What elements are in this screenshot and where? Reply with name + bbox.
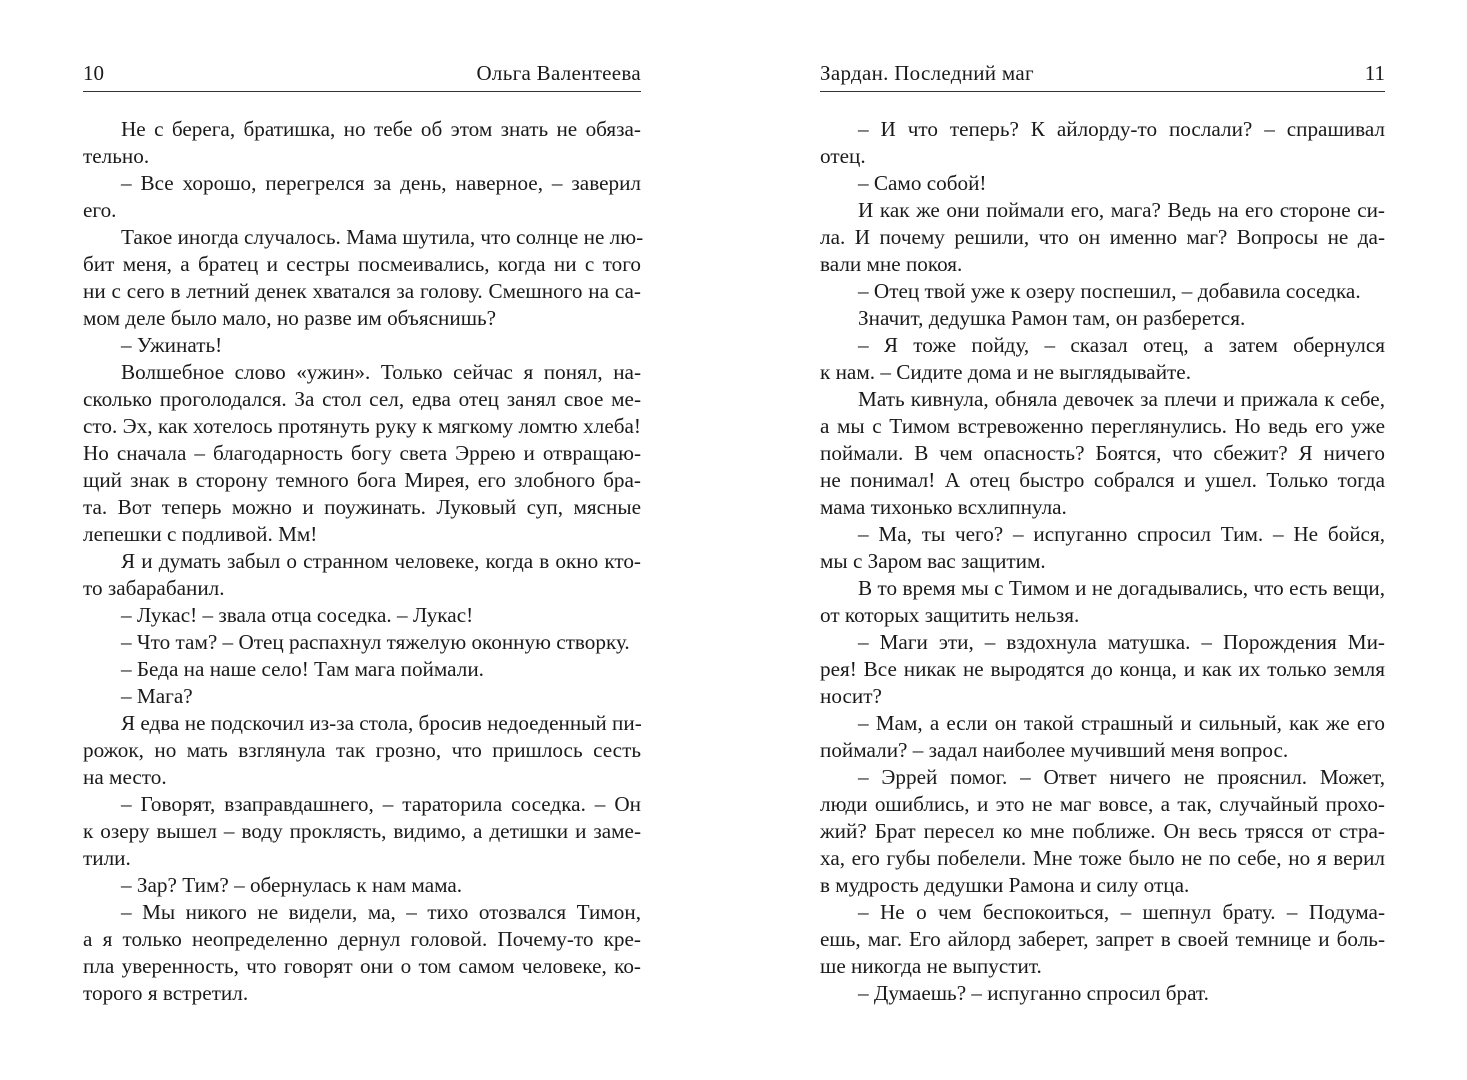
text-line: а я только неопределенно дернул головой. Почему-то кре- xyxy=(83,927,641,951)
text-line: – Маги эти, – вздохнула матушка. – Порождения Ми- xyxy=(858,630,1385,654)
text-line: не понимал! А отец быстро собрался и ушел. Только тогда xyxy=(820,468,1385,492)
text-line: к нам. – Сидите дома и не выглядывайте. xyxy=(820,360,1191,384)
text-line: Значит, дедушка Рамон там, он разберется. xyxy=(858,306,1246,330)
page-number: 10 xyxy=(83,61,104,85)
text-line: – Мы никого не видели, ма, – тихо отозвался Тимон, xyxy=(121,900,641,924)
text-line: поймали? – задал наиболее мучивший меня вопрос. xyxy=(820,738,1289,762)
text-line: тили. xyxy=(83,846,131,870)
text-line: – Говорят, взаправдашнего, – тараторила соседка. – Он xyxy=(121,792,641,816)
text-line: ше никогда не выпустит. xyxy=(820,954,1042,978)
text-line: лепешки с подливой. Мм! xyxy=(83,522,318,546)
text-line: – Я тоже пойду, – сказал отец, а затем обернулся xyxy=(858,333,1385,357)
text-line: отец. xyxy=(820,144,866,168)
text-line: ни с сего в летний денек хватался за голову. Смешного на са- xyxy=(83,279,641,303)
text-line: Я едва не подскочил из-за стола, бросив недоеденный пи- xyxy=(121,711,642,735)
text-line: люди ошиблись, и это не маг вовсе, а так, случайный прохо- xyxy=(820,792,1385,816)
right-running-head xyxy=(820,58,1385,88)
text-line: ха, его губы побелели. Мне тоже было не по себе, но я верил xyxy=(820,846,1385,870)
text-line: вали мне покоя. xyxy=(820,252,963,276)
text-line: И как же они поймали его, мага? Ведь на его стороне си- xyxy=(858,198,1385,222)
text-line: Такое иногда случалось. Мама шутила, что солнце не лю- xyxy=(121,225,644,249)
text-line: – Ма, ты чего? – испуганно спросил Тим. – Не бойся, xyxy=(858,522,1385,546)
text-line: рожок, но мать взглянула так грозно, что пришлось сесть xyxy=(83,738,641,762)
left-page xyxy=(83,0,644,1080)
book-title: Зардан. Последний маг xyxy=(820,61,1034,85)
text-line: ешь, маг. Его айлорд заберет, запрет в своей темнице и боль- xyxy=(820,927,1385,951)
text-line: щий знак в сторону темного бога Мирея, его злобного бра- xyxy=(83,468,641,492)
text-line: мама тихонько всхлипнула. xyxy=(820,495,1067,519)
right-page xyxy=(820,0,1385,1080)
text-line: – Ужинать! xyxy=(121,333,223,357)
text-line: – И что теперь? К айлорду-то послали? – спрашивал xyxy=(858,117,1385,141)
text-line: В то время мы с Тимом и не догадывались, что есть вещи, xyxy=(858,576,1385,600)
text-line: – Беда на наше село! Там мага поймали. xyxy=(121,657,484,681)
left-page-text xyxy=(83,116,644,1007)
page-number: 11 xyxy=(1364,61,1385,85)
text-line: ла. И почему решили, что он именно маг? Вопросы не да- xyxy=(820,225,1385,249)
text-line: мом деле было мало, но разве им объяснишь? xyxy=(83,306,497,330)
header-rule xyxy=(83,91,641,92)
text-line: Я и думать забыл о странном человеке, когда в окно кто- xyxy=(121,549,641,573)
text-line: бит меня, а братец и сестры посмеивались, когда ни с того xyxy=(83,252,641,276)
text-line: – Лукас! – звала отца соседка. – Лукас! xyxy=(121,603,474,627)
text-line: на место. xyxy=(83,765,167,789)
text-line: Но сначала – благодарность богу света Эррею и отвращаю- xyxy=(83,441,641,465)
header-rule xyxy=(820,91,1385,92)
left-running-head xyxy=(83,58,641,88)
text-line: сколько проголодался. За стол сел, едва отец занял свое ме- xyxy=(83,387,641,411)
text-line: от которых защитить нельзя. xyxy=(820,603,1080,627)
text-line: носит? xyxy=(820,684,882,708)
text-line: – Мам, а если он такой страшный и сильный, как же его xyxy=(858,711,1385,735)
text-line: пла уверенность, что говорят они о том самом человеке, ко- xyxy=(83,954,641,978)
text-line: поймали. В чем опасность? Боятся, что сбежит? Я ничего xyxy=(820,441,1385,465)
text-line: сто. Эх, как хотелось протянуть руку к мягкому ломтю хлеба! xyxy=(83,414,641,438)
text-line: жий? Брат пересел ко мне поближе. Он весь трясся от стра- xyxy=(820,819,1385,843)
right-page-text xyxy=(820,116,1385,1007)
text-line: рея! Все никак не выродятся до конца, и как их только земля xyxy=(820,657,1385,681)
text-line: – Зар? Тим? – обернулась к нам мама. xyxy=(121,873,463,897)
text-line: торого я встретил. xyxy=(83,981,249,1005)
text-line: Волшебное слово «ужин». Только сейчас я понял, на- xyxy=(121,360,641,384)
text-line: а мы с Тимом встревоженно переглянулись. Но ведь его уже xyxy=(820,414,1385,438)
text-line: в мудрость дедушки Рамона и силу отца. xyxy=(820,873,1190,897)
text-line: то забарабанил. xyxy=(83,576,225,600)
text-line: – Не о чем беспокоиться, – шепнул брату. – Подума- xyxy=(858,900,1385,924)
text-line: – Отец твой уже к озеру поспешил, – добавила соседка. xyxy=(858,279,1361,303)
text-line: – Само собой! xyxy=(858,171,987,195)
author-name: Ольга Валентеева xyxy=(476,61,641,85)
text-line: – Все хорошо, перегрелся за день, наверное, – заверил xyxy=(121,171,641,195)
text-line: его. xyxy=(83,198,117,222)
text-line: Не с берега, братишка, но тебе об этом знать не обяза- xyxy=(121,117,641,141)
text-line: Мать кивнула, обняла девочек за плечи и прижала к себе, xyxy=(858,387,1385,411)
text-line: – Что там? – Отец распахнул тяжелую оконную створку. xyxy=(121,630,630,654)
text-line: мы с Заром вас защитим. xyxy=(820,549,1046,573)
text-line: – Мага? xyxy=(121,684,193,708)
text-line: к озеру вышел – воду проклясть, видимо, а детишки и заме- xyxy=(83,819,641,843)
text-line: та. Вот теперь можно и поужинать. Луковый суп, мясные xyxy=(83,495,641,519)
text-line: – Эррей помог. – Ответ ничего не прояснил. Может, xyxy=(858,765,1385,789)
text-line: тельно. xyxy=(83,144,150,168)
text-line: – Думаешь? – испуганно спросил брат. xyxy=(858,981,1209,1005)
